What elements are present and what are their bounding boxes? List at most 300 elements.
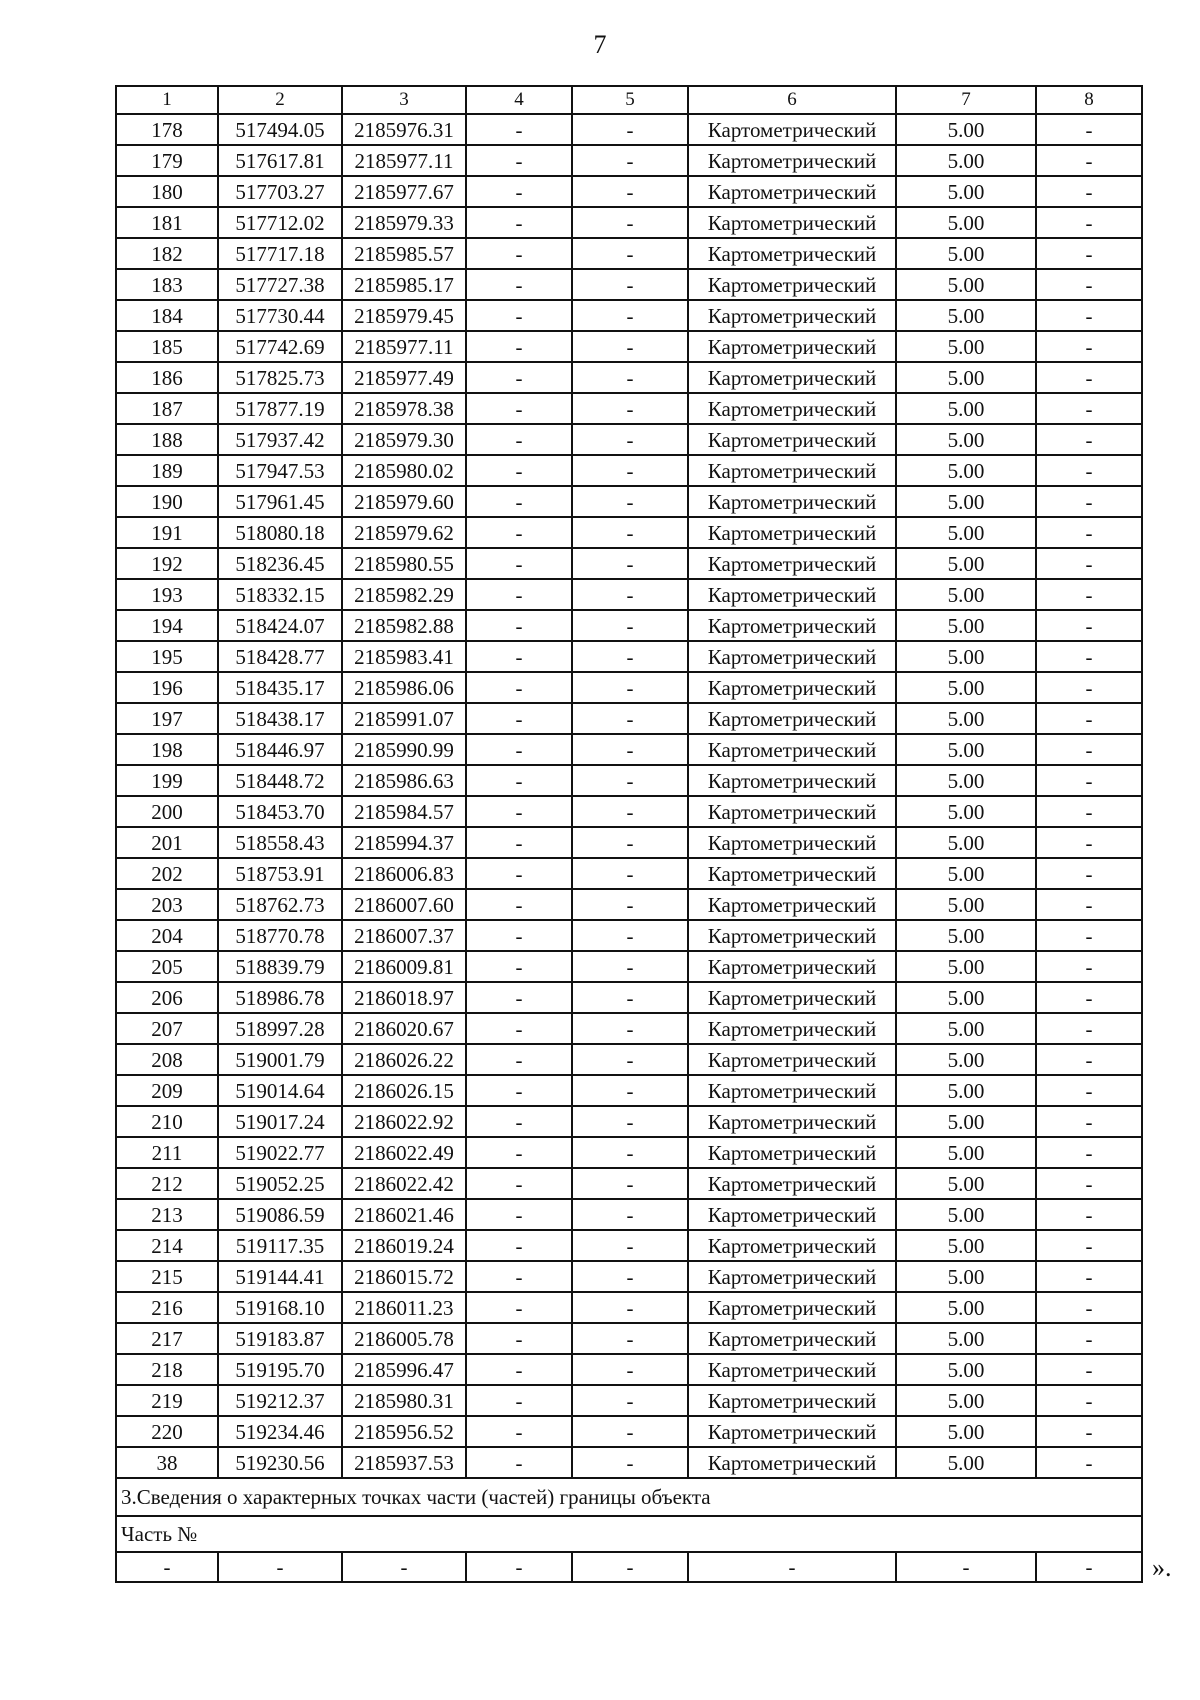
table-cell: 219 [116, 1385, 218, 1416]
table-cell: 2185956.52 [342, 1416, 466, 1447]
table-cell: 5.00 [896, 672, 1036, 703]
table-cell: - [1036, 486, 1142, 517]
table-cell: 5.00 [896, 362, 1036, 393]
table-cell: 5.00 [896, 393, 1036, 424]
table-cell: 518997.28 [218, 1013, 342, 1044]
table-cell: 5.00 [896, 1013, 1036, 1044]
table-cell: 5.00 [896, 734, 1036, 765]
table-cell: - [466, 1199, 572, 1230]
table-cell: 5.00 [896, 703, 1036, 734]
column-header: 1 [116, 86, 218, 114]
table-row [116, 176, 1142, 207]
table-cell: 517825.73 [218, 362, 342, 393]
table-cell: 519014.64 [218, 1075, 342, 1106]
table-cell: - [572, 517, 688, 548]
table-cell: 196 [116, 672, 218, 703]
table-cell: 5.00 [896, 207, 1036, 238]
table-cell: 518446.97 [218, 734, 342, 765]
part-label-row [116, 1516, 1142, 1552]
table-cell: - [1036, 1137, 1142, 1168]
table-cell: - [1036, 1292, 1142, 1323]
table-cell: - [466, 796, 572, 827]
table-cell: 212 [116, 1168, 218, 1199]
table-cell: Картометрический [688, 1013, 896, 1044]
table-cell: Картометрический [688, 951, 896, 982]
table-row [116, 1323, 1142, 1354]
table-row [116, 1292, 1142, 1323]
table-row [116, 424, 1142, 455]
table-cell: 206 [116, 982, 218, 1013]
table-cell: 2185979.30 [342, 424, 466, 455]
table-cell: 518453.70 [218, 796, 342, 827]
table-cell: 2185979.33 [342, 207, 466, 238]
table-cell: Картометрический [688, 920, 896, 951]
table-cell: - [1036, 1013, 1142, 1044]
table-cell: 518986.78 [218, 982, 342, 1013]
table-cell: Картометрический [688, 1137, 896, 1168]
table-cell: Картометрический [688, 1075, 896, 1106]
table-cell: - [572, 982, 688, 1013]
table-cell: - [466, 1075, 572, 1106]
table-cell: Картометрический [688, 114, 896, 145]
column-header: 6 [688, 86, 896, 114]
table-cell: - [572, 1416, 688, 1447]
table-cell: - [1036, 641, 1142, 672]
table-cell: Картометрический [688, 393, 896, 424]
table-cell: - [466, 486, 572, 517]
table-row [116, 1416, 1142, 1447]
table-row [116, 765, 1142, 796]
table-cell: - [572, 145, 688, 176]
table-row [116, 734, 1142, 765]
table-cell: - [466, 610, 572, 641]
table-cell: 519001.79 [218, 1044, 342, 1075]
table-cell: - [1036, 703, 1142, 734]
table-cell: Картометрический [688, 889, 896, 920]
table-cell: 5.00 [896, 300, 1036, 331]
column-header: 4 [466, 86, 572, 114]
table-cell: 190 [116, 486, 218, 517]
table-cell: - [1036, 1168, 1142, 1199]
table-cell: 38 [116, 1447, 218, 1478]
table-cell: - [1036, 1354, 1142, 1385]
table-cell: - [572, 610, 688, 641]
table-cell: - [466, 269, 572, 300]
table-row [116, 1199, 1142, 1230]
table-cell: - [1036, 889, 1142, 920]
table-row [116, 1013, 1142, 1044]
table-cell: - [572, 1044, 688, 1075]
table-row [116, 300, 1142, 331]
table-cell: 199 [116, 765, 218, 796]
section-title: 3.Сведения о характерных точках части (частей) границы объекта [116, 1478, 1142, 1516]
table-cell: 2185996.47 [342, 1354, 466, 1385]
table-cell: - [466, 734, 572, 765]
table-cell: 5.00 [896, 827, 1036, 858]
table-cell: - [572, 579, 688, 610]
table-cell: 5.00 [896, 145, 1036, 176]
table-cell: 2185982.88 [342, 610, 466, 641]
table-cell: - [572, 889, 688, 920]
table-row [116, 1044, 1142, 1075]
table-cell: - [572, 1075, 688, 1106]
table-cell: - [1036, 176, 1142, 207]
table-cell: - [572, 269, 688, 300]
table-cell: 194 [116, 610, 218, 641]
table-cell: - [466, 424, 572, 455]
table-cell: 2185979.62 [342, 517, 466, 548]
table-cell: 2186009.81 [342, 951, 466, 982]
table-cell: 2185977.49 [342, 362, 466, 393]
table-row [116, 858, 1142, 889]
table-cell: 220 [116, 1416, 218, 1447]
table-cell: - [466, 1385, 572, 1416]
table-cell: 5.00 [896, 1137, 1036, 1168]
table-cell: - [466, 1261, 572, 1292]
table-cell: - [1036, 951, 1142, 982]
table-cell: 202 [116, 858, 218, 889]
table-cell: 184 [116, 300, 218, 331]
table-cell: - [572, 238, 688, 269]
table-cell: 2185979.45 [342, 300, 466, 331]
table-cell: 5.00 [896, 1075, 1036, 1106]
table-cell: 5.00 [896, 1354, 1036, 1385]
part-label: Часть № [116, 1516, 1142, 1552]
table-cell: Картометрический [688, 207, 896, 238]
table-row [116, 114, 1142, 145]
empty-cell: - [342, 1552, 466, 1582]
table-cell: - [1036, 1044, 1142, 1075]
table-cell: Картометрический [688, 734, 896, 765]
table-cell: 2185986.63 [342, 765, 466, 796]
table-cell: 185 [116, 331, 218, 362]
table-cell: 207 [116, 1013, 218, 1044]
table-cell: Картометрический [688, 1106, 896, 1137]
table-cell: Картометрический [688, 300, 896, 331]
table-cell: 5.00 [896, 858, 1036, 889]
table-cell: - [572, 1168, 688, 1199]
table-cell: 5.00 [896, 1199, 1036, 1230]
table-cell: - [572, 455, 688, 486]
table-cell: 517703.27 [218, 176, 342, 207]
table-cell: 2186022.92 [342, 1106, 466, 1137]
table-cell: 518438.17 [218, 703, 342, 734]
table-cell: - [1036, 1230, 1142, 1261]
table-cell: - [466, 393, 572, 424]
table-cell: 517947.53 [218, 455, 342, 486]
table-cell: 519022.77 [218, 1137, 342, 1168]
table-cell: 517742.69 [218, 331, 342, 362]
table-cell: - [1036, 548, 1142, 579]
table-cell: 216 [116, 1292, 218, 1323]
table-cell: 5.00 [896, 1416, 1036, 1447]
table-row [116, 951, 1142, 982]
empty-part-row [116, 1552, 1142, 1582]
table-cell: - [572, 796, 688, 827]
table-row [116, 889, 1142, 920]
table-cell: 519052.25 [218, 1168, 342, 1199]
table-cell: Картометрический [688, 1447, 896, 1478]
table-cell: - [572, 424, 688, 455]
table-cell: Картометрический [688, 238, 896, 269]
table-row [116, 331, 1142, 362]
table-cell: 191 [116, 517, 218, 548]
table-cell: 2186022.49 [342, 1137, 466, 1168]
table-cell: - [466, 1013, 572, 1044]
table-cell: Картометрический [688, 1354, 896, 1385]
column-header: 5 [572, 86, 688, 114]
table-cell: 5.00 [896, 176, 1036, 207]
table-row [116, 1385, 1142, 1416]
table-cell: - [466, 1106, 572, 1137]
table-cell: - [1036, 269, 1142, 300]
table-cell: 5.00 [896, 920, 1036, 951]
table-cell: Картометрический [688, 579, 896, 610]
table-row [116, 672, 1142, 703]
table-cell: - [466, 703, 572, 734]
table-cell: 5.00 [896, 1230, 1036, 1261]
table-cell: - [572, 393, 688, 424]
table-cell: 2185986.06 [342, 672, 466, 703]
table-cell: 518424.07 [218, 610, 342, 641]
table-cell: 2185991.07 [342, 703, 466, 734]
table-cell: Картометрический [688, 1199, 896, 1230]
table-row [116, 362, 1142, 393]
table-cell: - [1036, 765, 1142, 796]
table-cell: 2186018.97 [342, 982, 466, 1013]
table-row [116, 827, 1142, 858]
table-cell: - [572, 176, 688, 207]
table-cell: - [572, 858, 688, 889]
table-cell: 5.00 [896, 1044, 1036, 1075]
table-row [116, 486, 1142, 517]
table-cell: 2185990.99 [342, 734, 466, 765]
table-cell: 5.00 [896, 548, 1036, 579]
table-cell: 210 [116, 1106, 218, 1137]
table-cell: - [466, 579, 572, 610]
table-cell: 5.00 [896, 889, 1036, 920]
table-cell: 518770.78 [218, 920, 342, 951]
table-cell: Картометрический [688, 486, 896, 517]
table-cell: - [572, 1323, 688, 1354]
table-cell: - [466, 641, 572, 672]
table-cell: 2186015.72 [342, 1261, 466, 1292]
table-cell: - [466, 1323, 572, 1354]
table-cell: 5.00 [896, 1261, 1036, 1292]
empty-cell: - [572, 1552, 688, 1582]
table-cell: 5.00 [896, 1323, 1036, 1354]
table-cell: 195 [116, 641, 218, 672]
table-cell: 204 [116, 920, 218, 951]
table-cell: 2186007.37 [342, 920, 466, 951]
table-cell: - [1036, 579, 1142, 610]
table-cell: 180 [116, 176, 218, 207]
table-cell: Картометрический [688, 827, 896, 858]
table-cell: 179 [116, 145, 218, 176]
table-cell: - [1036, 1075, 1142, 1106]
empty-cell: - [896, 1552, 1036, 1582]
table-cell: 519212.37 [218, 1385, 342, 1416]
table-cell: - [1036, 1447, 1142, 1478]
table-cell: - [466, 920, 572, 951]
table-row [116, 1137, 1142, 1168]
table-cell: 5.00 [896, 331, 1036, 362]
table-cell: - [1036, 672, 1142, 703]
table-cell: 518448.72 [218, 765, 342, 796]
table-cell: 519168.10 [218, 1292, 342, 1323]
table-cell: 192 [116, 548, 218, 579]
table-cell: - [1036, 362, 1142, 393]
table-cell: 519234.46 [218, 1416, 342, 1447]
table-cell: 2186005.78 [342, 1323, 466, 1354]
table-cell: - [1036, 455, 1142, 486]
table-cell: 198 [116, 734, 218, 765]
column-header: 2 [218, 86, 342, 114]
table-cell: 215 [116, 1261, 218, 1292]
table-cell: - [1036, 982, 1142, 1013]
table-cell: 519144.41 [218, 1261, 342, 1292]
table-cell: - [572, 703, 688, 734]
table-cell: Картометрический [688, 1323, 896, 1354]
table-cell: 518435.17 [218, 672, 342, 703]
table-cell: 517712.02 [218, 207, 342, 238]
table-cell: - [466, 300, 572, 331]
table-cell: - [1036, 114, 1142, 145]
empty-cell: - [1036, 1552, 1142, 1582]
table-row [116, 982, 1142, 1013]
table-cell: 519117.35 [218, 1230, 342, 1261]
table-cell: - [466, 672, 572, 703]
table-cell: 519195.70 [218, 1354, 342, 1385]
table-cell: 5.00 [896, 951, 1036, 982]
table-cell: 2185980.02 [342, 455, 466, 486]
table-cell: 2186007.60 [342, 889, 466, 920]
table-cell: 188 [116, 424, 218, 455]
table-cell: - [466, 548, 572, 579]
table-cell: - [572, 1292, 688, 1323]
table-row [116, 207, 1142, 238]
table-cell: - [466, 1292, 572, 1323]
table-cell: 197 [116, 703, 218, 734]
table-cell: 2185994.37 [342, 827, 466, 858]
table-cell: - [572, 1261, 688, 1292]
table-cell: Картометрический [688, 145, 896, 176]
section-title-row [116, 1478, 1142, 1516]
table-cell: - [1036, 207, 1142, 238]
table-cell: - [572, 951, 688, 982]
table-cell: - [466, 827, 572, 858]
table-cell: 182 [116, 238, 218, 269]
table-cell: - [572, 1385, 688, 1416]
table-cell: - [466, 331, 572, 362]
table-cell: Картометрический [688, 331, 896, 362]
table-cell: 517727.38 [218, 269, 342, 300]
table-cell: 205 [116, 951, 218, 982]
table-cell: 5.00 [896, 1447, 1036, 1478]
table-cell: - [466, 207, 572, 238]
table-cell: - [1036, 238, 1142, 269]
table-cell: 2186020.67 [342, 1013, 466, 1044]
table-cell: - [466, 858, 572, 889]
table-cell: 5.00 [896, 1292, 1036, 1323]
table-cell: - [466, 114, 572, 145]
closing-quote-mark: ». [1152, 1553, 1172, 1582]
table-cell: - [572, 362, 688, 393]
empty-cell: - [218, 1552, 342, 1582]
table-cell: 5.00 [896, 610, 1036, 641]
table-cell: - [466, 951, 572, 982]
table-cell: 211 [116, 1137, 218, 1168]
table-row [116, 517, 1142, 548]
column-header: 7 [896, 86, 1036, 114]
table-cell: Картометрический [688, 455, 896, 486]
table-cell: - [572, 1230, 688, 1261]
table-cell: - [466, 362, 572, 393]
table-row [116, 269, 1142, 300]
page-number: 7 [593, 30, 607, 59]
table-cell: Картометрический [688, 610, 896, 641]
table-cell: Картометрический [688, 269, 896, 300]
table-row [116, 610, 1142, 641]
table-row [116, 238, 1142, 269]
table-cell: 518332.15 [218, 579, 342, 610]
table-cell: 2186011.23 [342, 1292, 466, 1323]
table-cell: 2185937.53 [342, 1447, 466, 1478]
table-cell: - [466, 1447, 572, 1478]
table-cell: 518236.45 [218, 548, 342, 579]
table-cell: 5.00 [896, 765, 1036, 796]
column-header: 8 [1036, 86, 1142, 114]
table-cell: 214 [116, 1230, 218, 1261]
table-cell: 517494.05 [218, 114, 342, 145]
table-cell: Картометрический [688, 858, 896, 889]
empty-cell: - [116, 1552, 218, 1582]
table-cell: - [572, 827, 688, 858]
table-cell: - [466, 176, 572, 207]
table-cell: 217 [116, 1323, 218, 1354]
table-cell: 5.00 [896, 269, 1036, 300]
table-cell: 518753.91 [218, 858, 342, 889]
table-cell: 200 [116, 796, 218, 827]
table-cell: 5.00 [896, 982, 1036, 1013]
table-cell: Картометрический [688, 548, 896, 579]
table-cell: Картометрический [688, 672, 896, 703]
table-cell: - [1036, 796, 1142, 827]
table-cell: - [466, 1137, 572, 1168]
table-row [116, 548, 1142, 579]
empty-cell: - [688, 1552, 896, 1582]
table-cell: - [1036, 393, 1142, 424]
table-cell: 5.00 [896, 238, 1036, 269]
table-cell: 183 [116, 269, 218, 300]
table-cell: Картометрический [688, 1416, 896, 1447]
table-row [116, 1168, 1142, 1199]
table-cell: - [466, 1354, 572, 1385]
table-cell: 2186006.83 [342, 858, 466, 889]
table-cell: - [1036, 424, 1142, 455]
table-row [116, 703, 1142, 734]
table-cell: 5.00 [896, 796, 1036, 827]
table-cell: 517730.44 [218, 300, 342, 331]
table-row [116, 455, 1142, 486]
table-cell: - [1036, 300, 1142, 331]
table-cell: 2186026.15 [342, 1075, 466, 1106]
table-cell: 517961.45 [218, 486, 342, 517]
table-cell: 218 [116, 1354, 218, 1385]
table-cell: Картометрический [688, 1261, 896, 1292]
table-row [116, 796, 1142, 827]
table-row [116, 1354, 1142, 1385]
